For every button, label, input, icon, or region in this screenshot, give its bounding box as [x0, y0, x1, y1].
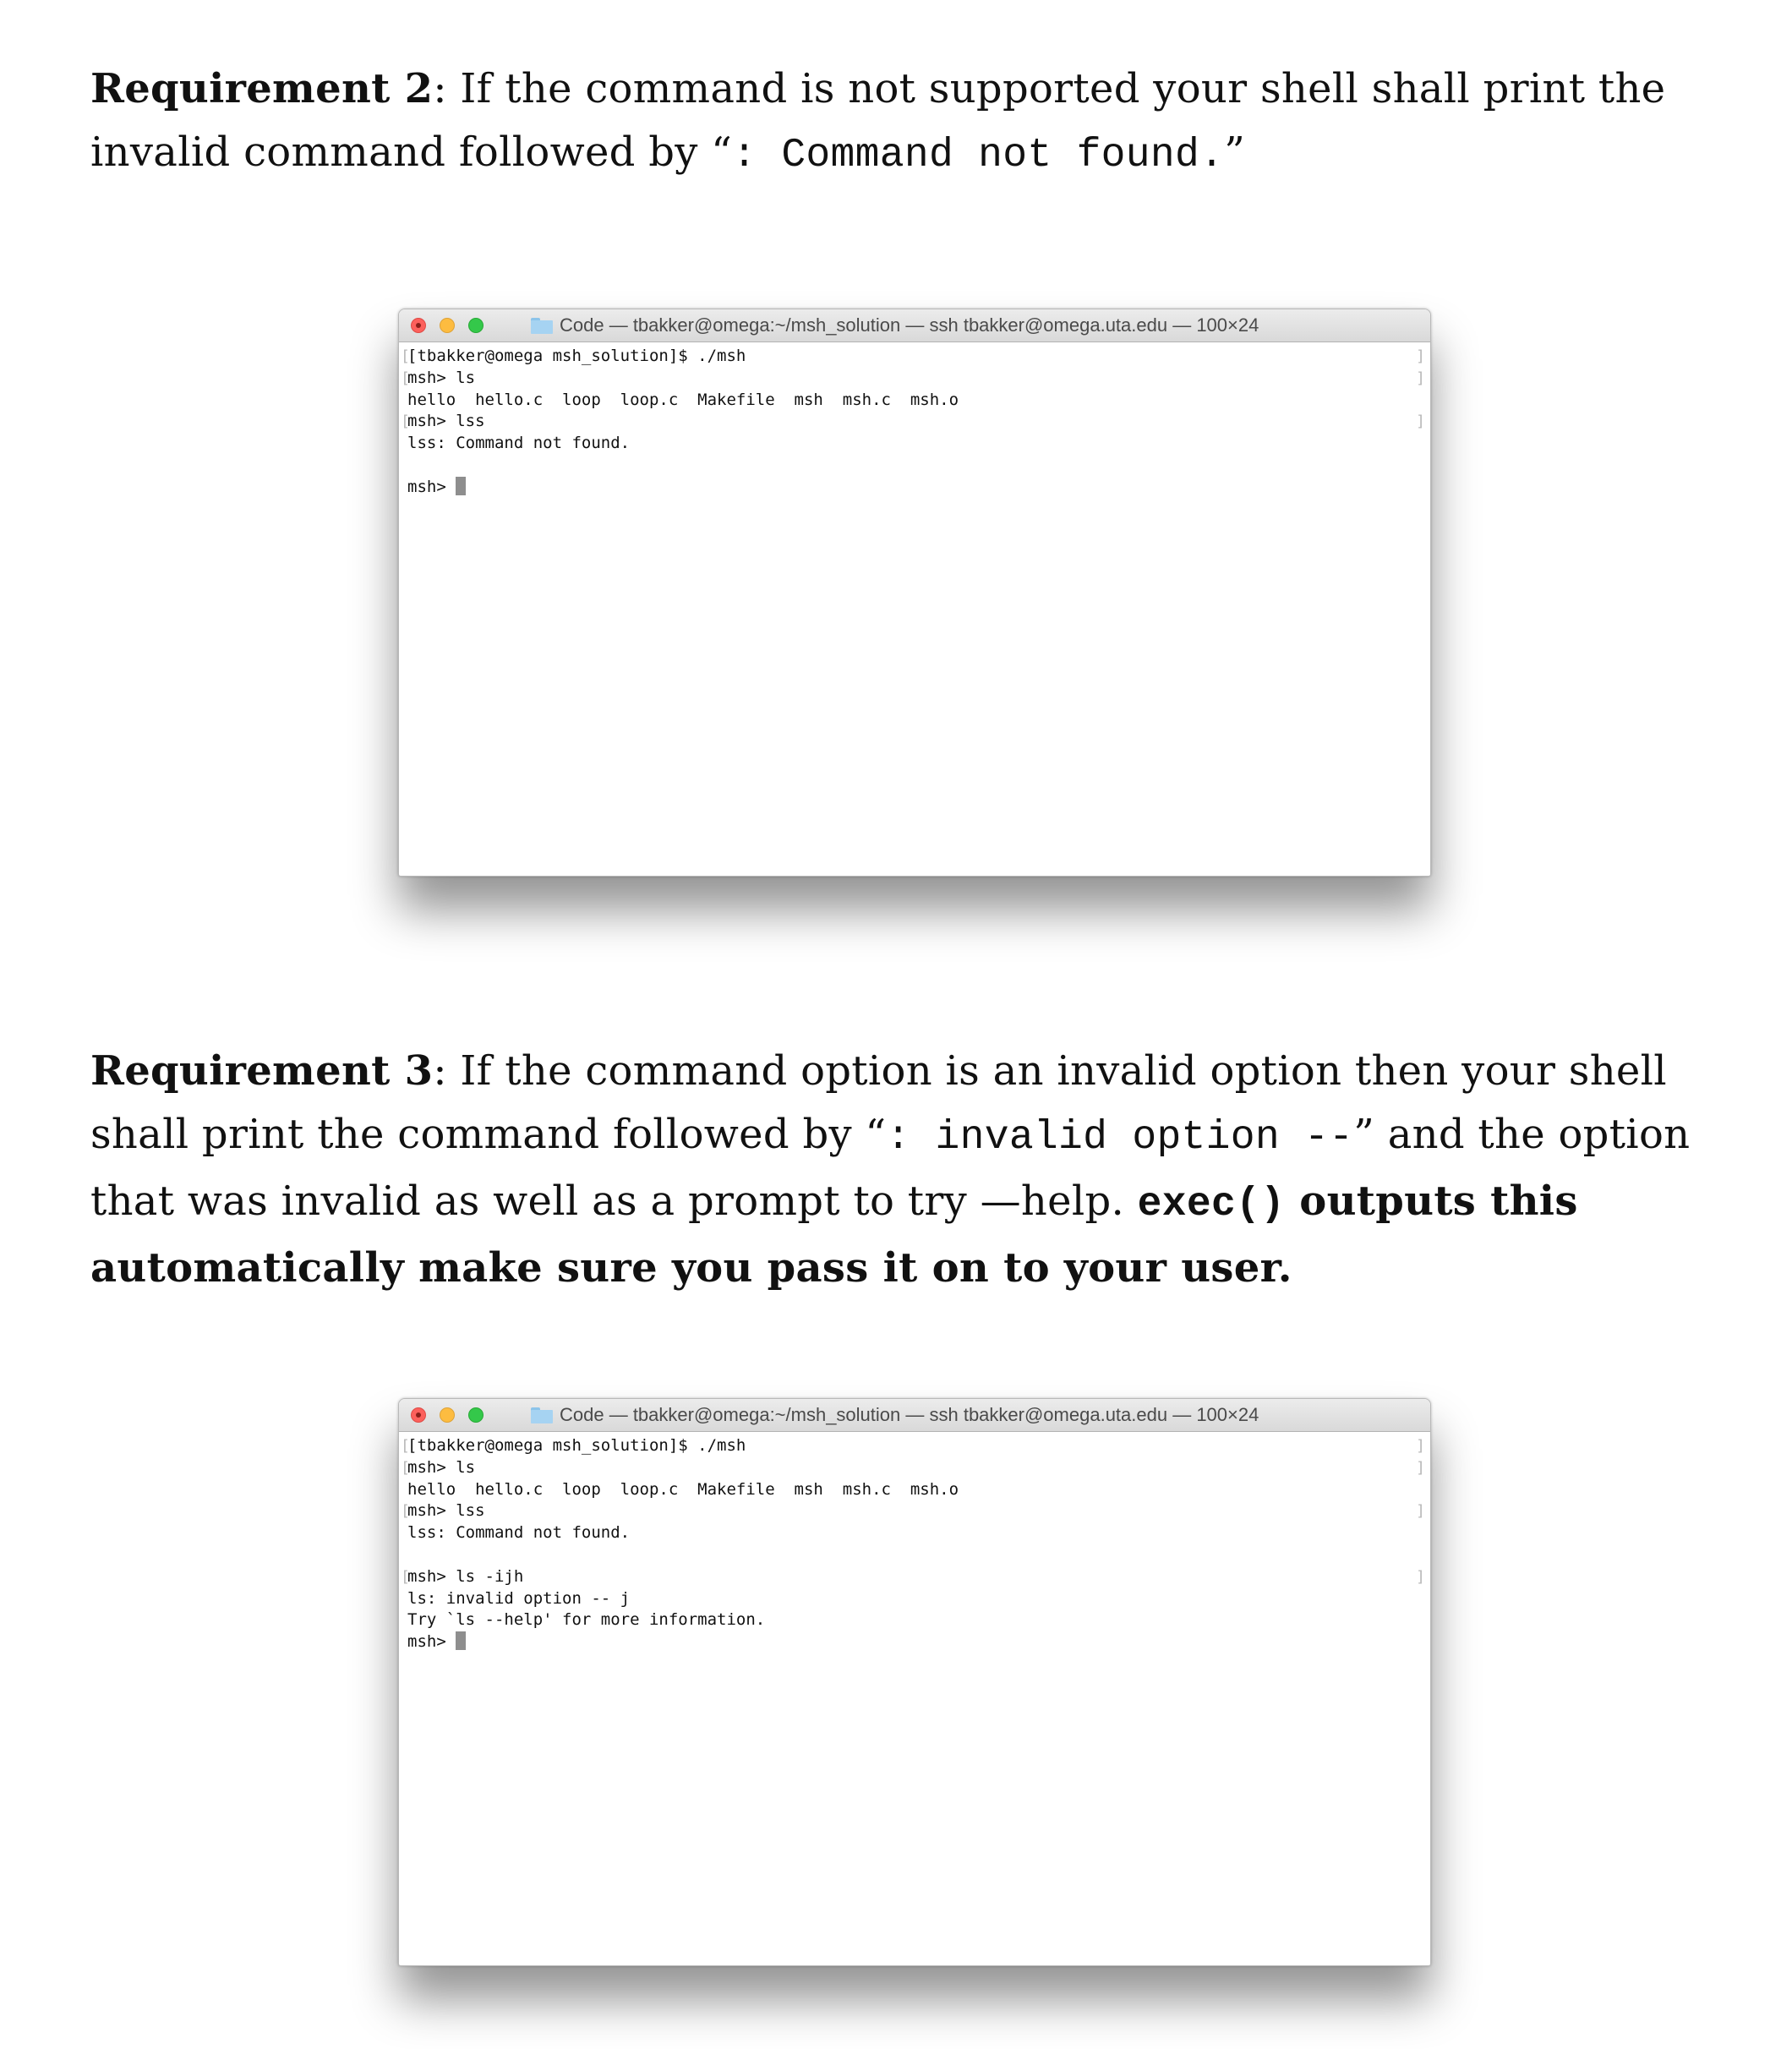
minimize-window-icon[interactable]: [440, 318, 455, 333]
line-marker: ]: [1416, 1502, 1425, 1521]
close-window-icon[interactable]: [411, 1407, 426, 1423]
maximize-window-icon[interactable]: [468, 318, 484, 333]
line-marker: [: [401, 1458, 410, 1477]
requirement-2-label: Requirement 2: [90, 65, 434, 112]
maximize-window-icon[interactable]: [468, 1407, 484, 1423]
requirement-2-paragraph: [90, 57, 1730, 188]
terminal-line: msh> ls -ijh: [407, 1566, 524, 1586]
terminal-line: [407, 455, 1430, 477]
line-marker: [: [401, 369, 410, 387]
terminal-1-title-bar[interactable]: [399, 309, 1430, 342]
terminal-line: [tbakker@omega msh_solution]$ ./msh: [407, 347, 746, 365]
terminal-window-1[interactable]: [398, 309, 1431, 877]
terminal-line: hello hello.c loop loop.c Makefile msh msh.c msh.o: [407, 390, 959, 409]
line-marker: ]: [1416, 1437, 1425, 1455]
terminal-prompt: msh>: [407, 1632, 456, 1652]
terminal-line: msh> ls: [407, 368, 476, 387]
terminal-line: ls: invalid option -- j: [407, 1588, 631, 1608]
requirement-3-bold-text: outputs this automatically make sure you pass it on to your user.: [90, 1177, 1578, 1292]
terminal-line: lss: Command not found.: [407, 434, 631, 453]
terminal-line: lss: Command not found.: [407, 1523, 631, 1543]
line-marker: [: [401, 347, 410, 365]
line-marker: ]: [1416, 369, 1425, 387]
terminal-line: hello hello.c loop loop.c Makefile msh msh.c msh.o: [407, 1479, 959, 1499]
terminal-line: msh> lss: [407, 1501, 485, 1521]
requirement-3-text-a: : If the command option is an invalid option then your shell shall print the command followed by “: [90, 1047, 1667, 1158]
text-cursor: [456, 1631, 466, 1650]
terminal-line: Try `ls --help' for more information.: [407, 1610, 766, 1630]
terminal-line: msh> ls: [407, 1457, 476, 1477]
terminal-2-title: Code — tbakker@omega:~/msh_solution — ssh tbakker@omega.uta.edu — 100×24: [560, 1404, 1259, 1425]
line-marker: [: [401, 1502, 410, 1521]
terminal-line: [407, 1544, 1430, 1566]
requirement-3-paragraph: [90, 1040, 1730, 1300]
terminal-1-title: Code — tbakker@omega:~/msh_solution — ssh tbakker@omega.uta.edu — 100×24: [560, 314, 1259, 336]
line-marker: ]: [1416, 1458, 1425, 1477]
terminal-1-output[interactable]: [399, 342, 1430, 499]
requirement-3-text-b: ” and the option that was invalid as well as a prompt to try —help.: [90, 1111, 1691, 1225]
terminal-line: msh> lss: [407, 412, 485, 431]
requirement-3-label: Requirement 3: [90, 1047, 434, 1095]
line-marker: [: [401, 1567, 410, 1586]
requirement-2-text-b: ”: [1224, 128, 1246, 176]
folder-icon: [531, 1407, 553, 1423]
terminal-line: [tbakker@omega msh_solution]$ ./msh: [407, 1436, 746, 1455]
requirement-2-code: : Command not found.: [732, 133, 1225, 178]
terminal-2-output[interactable]: [399, 1432, 1430, 1653]
text-cursor: [456, 477, 466, 495]
line-marker: ]: [1416, 413, 1425, 431]
line-marker: ]: [1416, 1567, 1425, 1586]
line-marker: ]: [1416, 347, 1425, 365]
line-marker: [: [401, 413, 410, 431]
terminal-prompt-line[interactable]: [407, 477, 1430, 499]
requirement-3-code: : invalid option --: [886, 1115, 1354, 1161]
terminal-prompt: msh>: [407, 477, 456, 496]
terminal-prompt-line[interactable]: [407, 1631, 1430, 1653]
terminal-2-title-bar[interactable]: [399, 1399, 1430, 1432]
close-window-icon[interactable]: [411, 318, 426, 333]
folder-icon: [531, 318, 553, 334]
requirement-2-text-a: : If the command is not supported your shell shall print the invalid command followed by “: [90, 65, 1666, 176]
line-marker: [: [401, 1437, 410, 1455]
minimize-window-icon[interactable]: [440, 1407, 455, 1423]
terminal-window-2[interactable]: [398, 1398, 1431, 1966]
requirement-3-exec-code: exec(): [1137, 1182, 1286, 1227]
